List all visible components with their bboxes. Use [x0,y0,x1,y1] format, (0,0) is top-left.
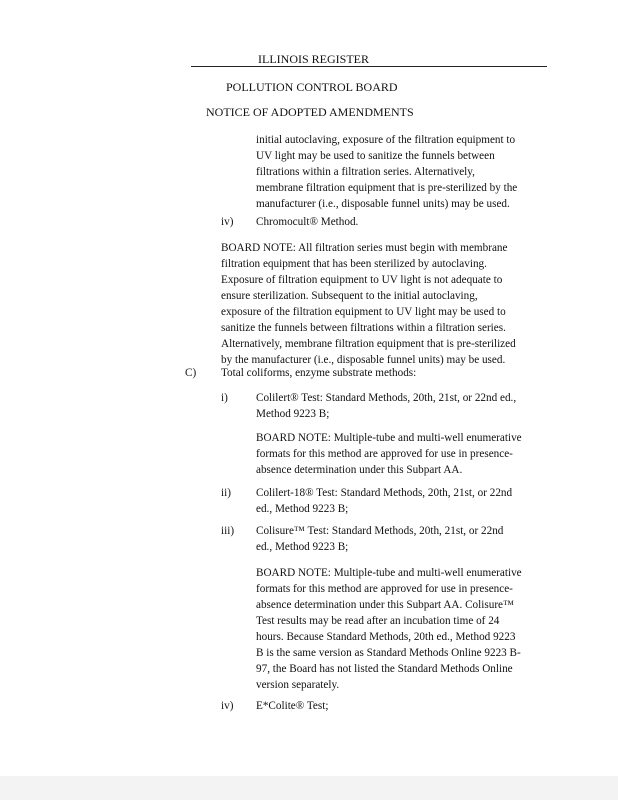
header-rule [191,66,547,67]
note-line: hours. Because Standard Methods, 20th ed., Method 9223 [256,631,516,643]
note-line: sanitize the funnels between filtrations within a filtration series. [221,322,506,334]
note-line: BOARD NOTE: Multiple-tube and multi-well enumerative [256,567,522,579]
notice-title: NOTICE OF ADOPTED AMENDMENTS [206,105,414,119]
note-line: Test results may be read after an incubation time of 24 [256,615,500,627]
item-marker: iii) [221,525,235,537]
item-marker: ii) [221,487,231,499]
item-line: ed., Method 9223 B; [256,541,349,553]
note-line: BOARD NOTE: All filtration series must begin with membrane [221,242,508,254]
note-line: filtration equipment that has been sterilized by autoclaving. [221,258,487,270]
item-line: Method 9223 B; [256,408,330,420]
note-line: formats for this method are approved for use in presence- [256,583,513,595]
note-line: exposure of the filtration equipment to UV light may be used to [221,306,506,318]
item-text: Chromocult® Method. [256,216,359,228]
note-line: 97, the Board has not listed the Standard Methods Online [256,663,513,675]
note-line: Exposure of filtration equipment to UV light is not adequate to [221,274,503,286]
paragraph-line: UV light may be used to sanitize the funnels between [256,150,495,162]
item-line: Colilert-18® Test: Standard Methods, 20th, 21st, or 22nd [256,487,513,499]
item-line: Colisure™ Test: Standard Methods, 20th, 21st, or 22nd [256,525,504,537]
board-title: POLLUTION CONTROL BOARD [226,80,398,94]
section-marker: C) [185,367,197,379]
item-marker: iv) [221,216,234,228]
note-line: version separately. [256,679,340,691]
paragraph-line: filtrations within a filtration series. Alternatively, [256,166,475,178]
note-line: ensure sterilization. Subsequent to the initial autoclaving, [221,290,478,302]
note-line: BOARD NOTE: Multiple-tube and multi-well enumerative [256,432,522,444]
note-line: absence determination under this Subpart AA. Colisure™ [256,599,514,611]
item-line: Colilert® Test: Standard Methods, 20th, 21st, or 22nd ed., [256,392,517,404]
note-line: absence determination under this Subpart AA. [256,464,463,476]
item-text: E*Colite® Test; [256,700,329,712]
note-line: by the manufacturer (i.e., disposable funnel units) may be used. [221,354,506,366]
note-line: Alternatively, membrane filtration equipment that is pre-sterilized [221,338,516,350]
page-bottom-edge [0,776,618,800]
section-text: Total coliforms, enzyme substrate methods: [221,367,417,379]
note-line: B is the same version as Standard Methods Online 9223 B- [256,647,521,659]
item-marker: iv) [221,700,234,712]
item-marker: i) [221,392,228,404]
paragraph-line: membrane filtration equipment that is pre-sterilized by the [256,182,518,194]
paragraph-line: manufacturer (i.e., disposable funnel units) may be used. [256,198,510,210]
item-line: ed., Method 9223 B; [256,503,349,515]
paragraph-line: initial autoclaving, exposure of the filtration equipment to [256,134,516,146]
note-line: formats for this method are approved for use in presence- [256,448,513,460]
register-title: ILLINOIS REGISTER [258,52,369,66]
